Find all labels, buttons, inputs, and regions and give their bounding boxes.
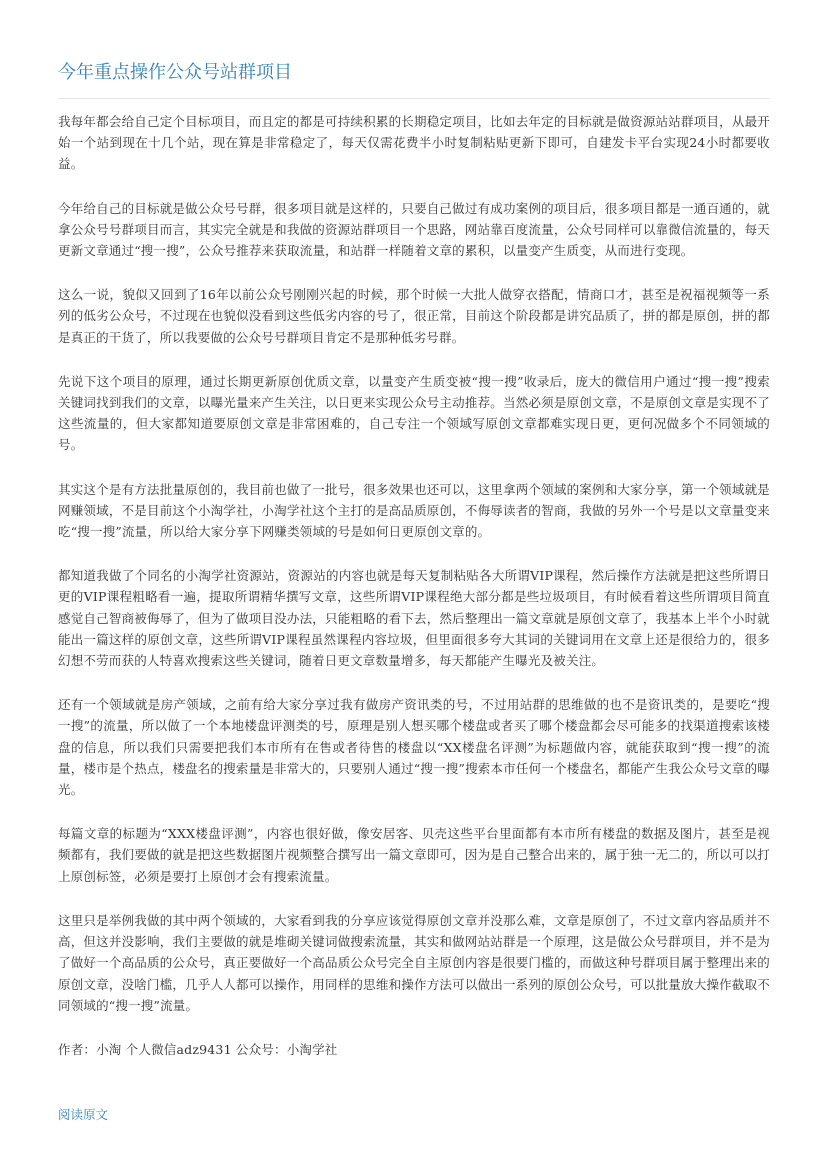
article (58, 60, 770, 1125)
read-original-link[interactable]: 阅读原文 (58, 1107, 109, 1123)
paragraph: 我每年都会给自己定个目标项目，而且定的都是可持续积累的长期稳定项目，比如去年定的目标就是做资源站站群项目，从最开始一个站到现在十几个站，现在算是非常稳定了，每天仅需花费半小时复制粘贴更新下即可，自建发卡平台实现24小时都要收益。 (58, 114, 770, 172)
article-title: 今年重点操作公众号站群项目 (58, 60, 770, 99)
paragraph: 每篇文章的标题为“XXX楼盘评测”，内容也很好做，像安居客、贝壳这些平台里面都有本市所有楼盘的数据及图片，甚至是视频都有，我们要做的就是把这些数据图片视频整合撰写出一篇文章即可，因为是自己整合出来的，属于独一无二的，所以可以打上原创标签，必须是要打上原创才会有搜索流量。 (58, 826, 770, 884)
paragraph: 先说下这个项目的原理，通过长期更新原创优质文章，以量变产生质变被“搜一搜”收录后，庞大的微信用户通过“搜一搜”搜索关键词找到我们的文章，以曝光量来产生关注，以日更来实现公众号主动推荐。当然必须是原创文章，不是原创文章是实现不了这些流量的，但大家都知道要原创文章是非常困难的，自己专注一个领域写原创文章都难实现日更，更何况做多个不同领域的号。 (58, 373, 770, 453)
paragraph: 都知道我做了个同名的小淘学社资源站，资源站的内容也就是每天复制粘贴各大所谓VIP课程，然后操作方法就是把这些所谓日更的VIP课程粗略看一遍，提取所谓精华撰写文章，这些所谓VIP课程绝大部分都是些垃圾项目，有时候看着这些所谓项目简直感觉自己智商被侮辱了，但为了做项目没办法，只能粗略的看下去，然后整理出一篇文章就是原创文章了，我基本上半个小时就能出一篇这样的原创文章，这些所谓VIP课程虽然课程内容垃圾，但里面很多夸大其词的关键词用在文章上还是很给力的，很多幻想不劳而获的人特喜欢搜索这些关键词，随着日更文章数量增多，每天都能产生曝光及被关注。 (58, 568, 770, 669)
paragraph: 还有一个领域就是房产领域，之前有给大家分享过我有做房产资讯类的号，不过用站群的思维做的也不是资讯类的，是要吃“搜一搜”的流量，所以做了一个本地楼盘评测类的号，原理是别人想买哪个楼盘或者买了哪个楼盘都会尽可能多的找渠道搜索该楼盘的信息，所以我们只需要把我们本市所有在售或者待售的楼盘以“XX楼盘名评测”为标题做内容，就能获取到“搜一搜”的流量，楼市是个热点，楼盘名的搜索量是非常大的，只要别人通过“搜一搜”搜索本市任何一个楼盘名，都能产生我公众号文章的曝光。 (58, 697, 770, 798)
paragraph: 这么一说，貌似又回到了16年以前公众号刚刚兴起的时候，那个时候一大批人做穿衣搭配，情商口才，甚至是祝福视频等一系列的低劣公众号，不过现在也貌似没看到这些低劣内容的号了，很正常，目前这个阶段都是讲究品质了，拼的都是原创，拼的都是真正的干货了，所以我要做的公众号号群项目肯定不是那种低劣号群。 (58, 287, 770, 345)
paragraph: 今年给自己的目标就是做公众号号群，很多项目就是这样的，只要自己做过有成功案例的项目后，很多项目都是一通百通的，就拿公众号号群项目而言，其实完全就是和我做的资源站群项目一个思路，网站靠百度流量，公众号同样可以靠微信流量的，每天更新文章通过“搜一搜”，公众号推荐来获取流量，和站群一样随着文章的累积，以量变产生质变，从而进行变现。 (58, 200, 770, 259)
paragraph: 这里只是举例我做的其中两个领域的，大家看到我的分享应该觉得原创文章并没那么难，文章是原创了，不过文章内容品质并不高，但这并没影响，我们主要做的就是堆砌关键词做搜索流量，其实和做网站站群是一个原理，这是做公众号群项目，并不是为了做好一个高品质的公众号，真正要做好一个高品质公众号完全自主原创内容是很要门槛的，而做这种号群项目属于整理出来的原创文章，没啥门槛，几乎人人都可以操作，用同样的思维和操作方法可以做出一系列的原创公众号，可以批量放大操作截取不同领域的“搜一搜”流量。 (58, 912, 770, 1013)
author-line: 作者：小淘 个人微信adz9431 公众号：小淘学社 (58, 1041, 338, 1057)
article-body (58, 111, 770, 1060)
paragraph: 其实这个是有方法批量原创的，我目前也做了一批号，很多效果也还可以，这里拿两个领域的案例和大家分享，第一个领域就是网赚领域，不是目前这个小淘学社，小淘学社这个主打的是高品质原创，不侮辱读者的智商，我做的另外一个号是以文章量变来吃“搜一搜”流量，所以给大家分享下网赚类领域的号是如何日更原创文章的。 (58, 481, 770, 540)
